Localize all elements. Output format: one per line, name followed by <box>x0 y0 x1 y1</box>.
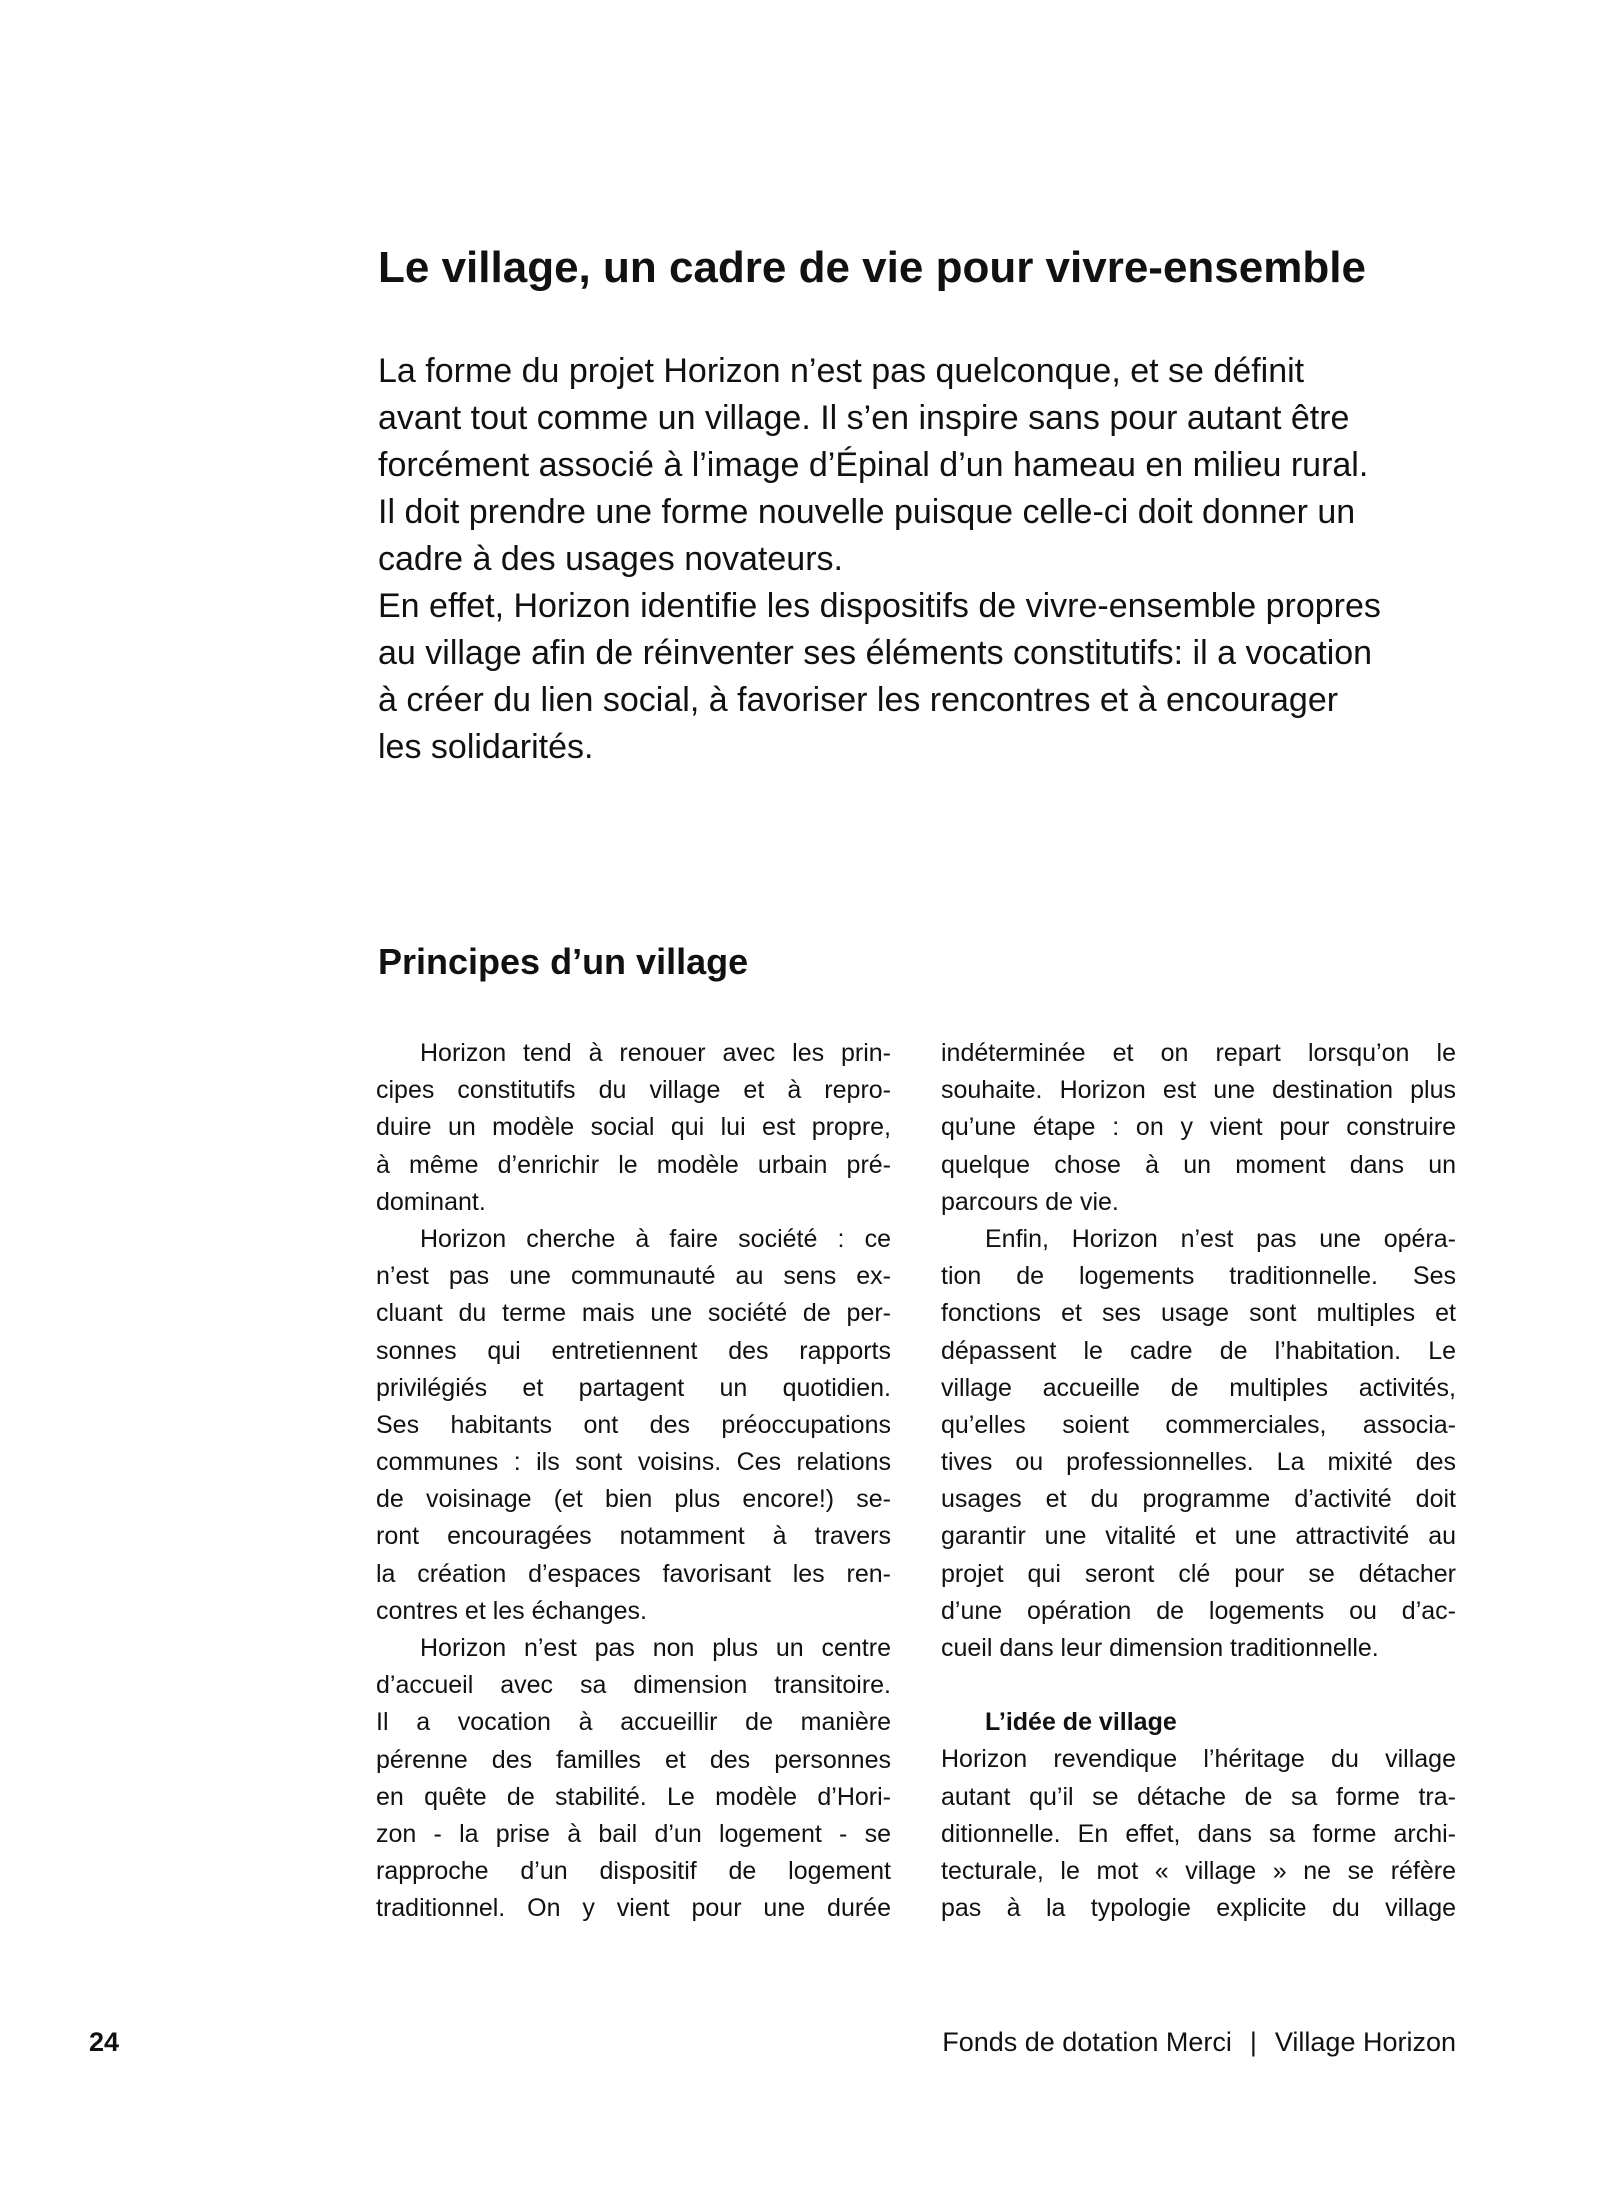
intro-line: les solidarités. <box>378 728 594 766</box>
intro-line: La forme du projet Horizon n’est pas quelconque, et se définit <box>378 352 1305 390</box>
footer-separator: | <box>1249 2027 1257 2057</box>
text-line: contres et les échanges. <box>376 1596 647 1625</box>
text-line: de voisinage (et bien plus encore!) se- <box>376 1485 891 1514</box>
intro-line: En effet, Horizon identifie les dispositifs de vivre-ensemble propres <box>378 587 1381 625</box>
text-line: duire un modèle social qui lui est propre, <box>376 1113 891 1142</box>
text-line: cluant du terme mais une société de per- <box>376 1299 891 1328</box>
footer-project: Village Horizon <box>1274 2027 1456 2057</box>
text-line: Horizon n’est pas non plus un centre <box>420 1634 891 1662</box>
text-line: qu’une étape : on y vient pour construire <box>941 1113 1456 1142</box>
text-line: communes : ils sont voisins. Ces relations <box>376 1448 891 1477</box>
text-line: n’est pas une communauté au sens ex- <box>376 1262 891 1291</box>
page-number: 24 <box>89 2027 120 2057</box>
running-footer <box>942 2024 1456 2060</box>
text-line: cipes constitutifs du village et à repro- <box>376 1076 891 1105</box>
text-line: village accueille de multiples activités, <box>941 1373 1456 1402</box>
text-line: garantir une vitalité et une attractivité au <box>941 1522 1456 1551</box>
text-line: autant qu’il se détache de sa forme tra- <box>941 1782 1456 1811</box>
text-line: souhaite. Horizon est une destination plus <box>941 1076 1456 1105</box>
text-line: d’accueil avec sa dimension transitoire. <box>376 1671 891 1700</box>
intro-line: forcément associé à l’image d’Épinal d’un hameau en milieu rural. <box>378 446 1369 484</box>
text-line: Horizon tend à renouer avec les prin- <box>420 1039 891 1067</box>
text-line: sonnes qui entretiennent des rapports <box>376 1336 891 1365</box>
text-line: Horizon cherche à faire société : ce <box>420 1224 891 1253</box>
text-line: Ses habitants ont des préoccupations <box>376 1410 891 1439</box>
text-line: privilégiés et partagent un quotidien. <box>376 1373 891 1402</box>
page-title: Le village, un cadre de vie pour vivre-ensemble <box>378 243 1366 292</box>
text-line: cueil dans leur dimension traditionnelle. <box>941 1634 1379 1662</box>
text-line: Il a vocation à accueillir de manière <box>376 1708 891 1737</box>
intro-line: au village afin de réinventer ses éléments constitutifs: il a vocation <box>378 634 1373 672</box>
text-line: Enfin, Horizon n’est pas une opéra- <box>985 1224 1456 1253</box>
text-line: fonctions et ses usage sont multiples et <box>941 1299 1456 1328</box>
text-line: traditionnel. On y vient pour une durée <box>376 1894 891 1923</box>
text-line: dominant. <box>376 1187 486 1216</box>
intro-line: cadre à des usages novateurs. <box>378 540 843 578</box>
text-line: tion de logements traditionnelle. Ses <box>941 1262 1456 1291</box>
left-column <box>376 1035 891 1928</box>
text-line: qu’elles soient commerciales, associa- <box>941 1410 1456 1439</box>
footer-publisher: Fonds de dotation Merci <box>942 2027 1232 2057</box>
text-line: d’une opération de logements ou d’ac- <box>941 1596 1456 1625</box>
text-line: rapproche d’un dispositif de logement <box>376 1857 891 1886</box>
subsection-heading: L’idée de village <box>985 1708 1177 1737</box>
text-line: la création d’espaces favorisant les ren- <box>376 1559 891 1588</box>
intro-line: Il doit prendre une forme nouvelle puisque celle-ci doit donner un <box>378 493 1356 531</box>
text-line: indéterminée et on repart lorsqu’on le <box>941 1039 1456 1067</box>
text-line: quelque chose à un moment dans un <box>941 1150 1456 1179</box>
section-title: Principes d’un village <box>378 941 749 982</box>
text-line: ront encouragées notamment à travers <box>376 1522 891 1551</box>
text-line: parcours de vie. <box>941 1187 1119 1216</box>
text-line: Horizon revendique l’héritage du village <box>941 1745 1456 1774</box>
text-line: tives ou professionnelles. La mixité des <box>941 1448 1456 1477</box>
text-line: usages et du programme d’activité doit <box>941 1485 1456 1514</box>
text-line: tecturale, le mot « village » ne se réfère <box>941 1856 1456 1885</box>
intro-paragraph <box>378 348 1478 771</box>
text-line: dépassent le cadre de l’habitation. Le <box>941 1336 1456 1365</box>
intro-line: avant tout comme un village. Il s’en inspire sans pour autant être <box>378 399 1350 437</box>
text-line: pérenne des familles et des personnes <box>376 1745 891 1774</box>
text-line: ditionnelle. En effet, dans sa forme archi- <box>941 1819 1456 1848</box>
text-line: en quête de stabilité. Le modèle d’Hori- <box>376 1782 891 1811</box>
right-column <box>941 1035 1456 1927</box>
intro-line: à créer du lien social, à favoriser les rencontres et à encourager <box>378 681 1339 719</box>
text-line: à même d’enrichir le modèle urbain pré- <box>376 1150 891 1179</box>
text-line: zon - la prise à bail d’un logement - se <box>376 1819 891 1848</box>
text-line: projet qui seront clé pour se détacher <box>941 1559 1456 1588</box>
text-line: pas à la typologie explicite du village <box>941 1894 1456 1923</box>
